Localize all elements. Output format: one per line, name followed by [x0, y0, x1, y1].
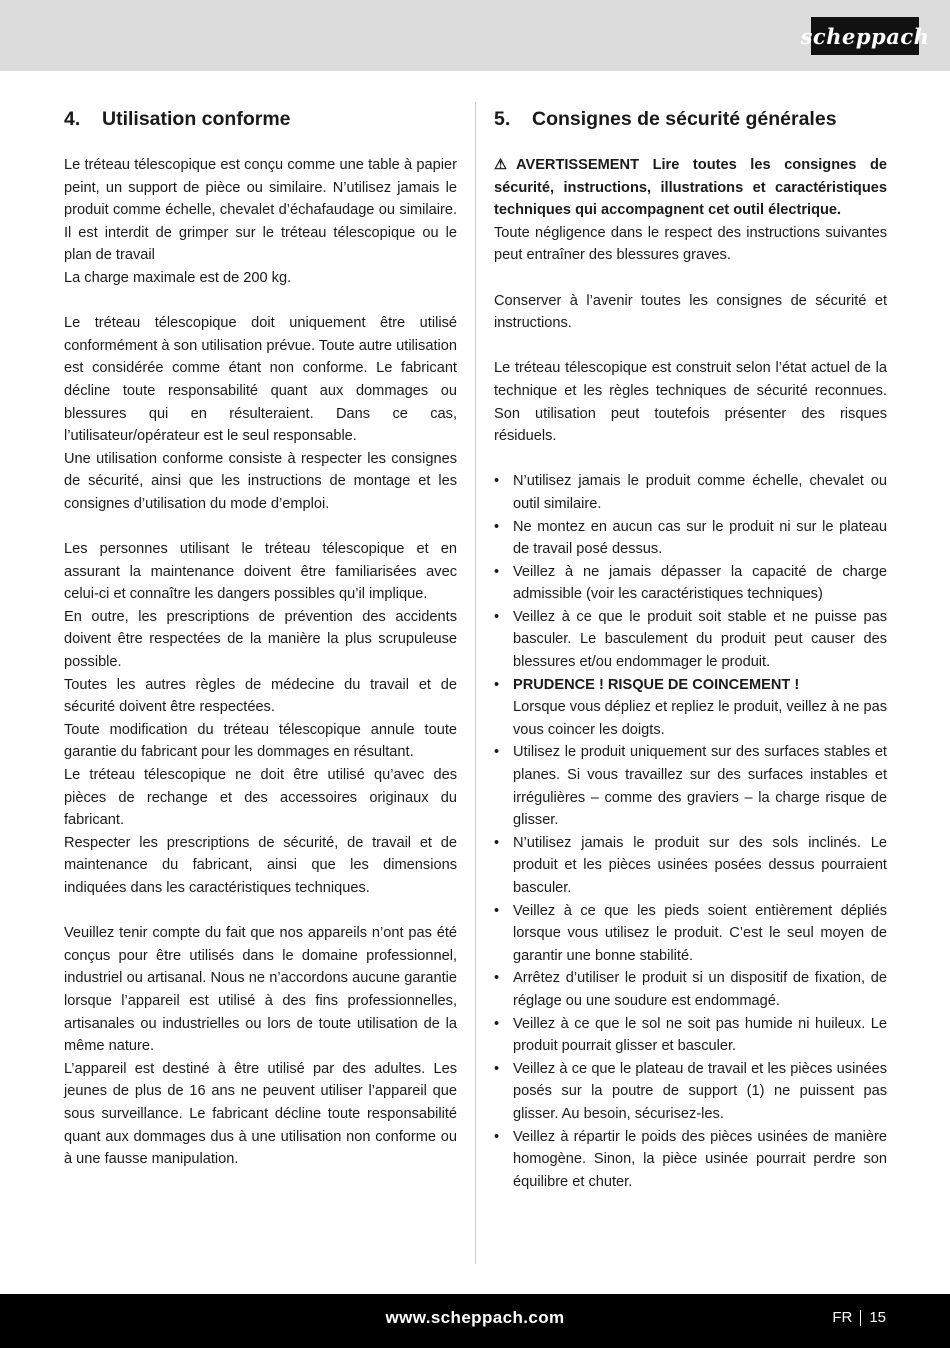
bullet-text: N’utilisez jamais le produit sur des sols inclinés. Le produit et les pièces usinées posées dessus pourraient basculer.	[513, 834, 887, 896]
paragraph-gap	[494, 267, 887, 290]
paragraph-gap	[494, 448, 887, 471]
section-title: Consignes de sécurité générales	[532, 108, 837, 130]
warning-text: Toute négligence dans le respect des instructions suivantes peut entraîner des blessures graves.	[494, 224, 887, 264]
bullet-text: N’utilisez jamais le produit comme échelle, chevalet ou outil similaire.	[513, 473, 887, 512]
page-indicator	[832, 1294, 886, 1342]
bullet-item	[494, 674, 887, 742]
section-heading	[64, 105, 457, 133]
bullet-text: Veillez à ne jamais dépasser la capacité de charge admissible (voir les caractéristiques techniques)	[513, 563, 887, 603]
bullet-text: Veillez à ce que les pieds soient entièrement dépliés lorsque vous utilisez le produit. C’est le seul moyen de garantir une bonne stabilité.	[513, 902, 887, 964]
paragraph-keep-instructions: Conserver à l’avenir toutes les consignes de sécurité et instructions.	[494, 292, 887, 332]
body-paragraph: Toute modification du tréteau télescopique annule toute garantie du fabricant pour les dommages en résultant.	[64, 721, 457, 761]
bullet-text: Veillez à ce que le produit soit stable et ne puisse pas basculer. Le basculement du produit peut causer des blessures et/ou endommager le produit.	[513, 608, 887, 671]
body-paragraph: En outre, les prescriptions de prévention des accidents doivent être respectées de la manière la plus scrupuleuse possible.	[64, 608, 457, 671]
paragraph-state-of-art: Le tréteau télescopique est construit selon l’état actuel de la technique et les règles techniques de sécurité reconnues. Son utilisation peut toutefois présenter des risques résiduels.	[494, 360, 887, 445]
bullet-item	[494, 967, 887, 1012]
bullet-text: Veillez à répartir le poids des pièces usinées de manière homogène. Sinon, la pièce usinée pourrait perdre son équilibre et chuter.	[513, 1128, 887, 1190]
body-paragraph: Une utilisation conforme consiste à respecter les consignes de sécurité, ainsi que les instructions de montage et les consignes d’utilisation du mode d’emploi.	[64, 450, 457, 512]
bullet-item	[494, 561, 887, 606]
bullet-text: Veillez à ce que le sol ne soit pas humide ni huileux. Le produit pourrait glisser et basculer.	[513, 1015, 887, 1055]
page-separator	[860, 1310, 861, 1326]
bullet-item	[494, 832, 887, 900]
body-paragraph: Toutes les autres règles de médecine du travail et de sécurité doivent être respectées.	[64, 676, 457, 716]
body-paragraph: Respecter les prescriptions de sécurité, de travail et de maintenance du fabricant, ainsi que les dimensions indiquées dans les caractéristiques techniques.	[64, 834, 457, 896]
paragraph-gap	[64, 900, 457, 923]
page-number: 15	[869, 1309, 886, 1326]
body-paragraph: Veuillez tenir compte du fait que nos appareils n’ont pas été conçus pour être utilisés dans le domaine professionnel, industriel ou artisanal. Nous ne n’accordons aucune garantie lorsque l’appareil est utilisé à des fins professionnelles, artisanales ou industrielles ou lors de toute utilisation de la même nature.	[64, 925, 457, 1055]
bullet-text: Veillez à ce que le plateau de travail et les pièces usinées posés sur la poutre de support (1) ne puissent pas glisser. Au besoin, sécurisez-les.	[513, 1060, 887, 1122]
section-utilisation-conforme	[64, 105, 457, 1171]
brand-logo: scheppach	[811, 17, 919, 55]
page-footer	[0, 1294, 950, 1348]
body-paragraph: Le tréteau télescopique doit uniquement être utilisé conformément à son utilisation prévue. Toute autre utilisation est considérée comme étant non conforme. Le fabricant décline toute responsabilité quant aux dommages ou blessures qui en résulteraient. Dans ce cas, l’utilisateur/opérateur est le seul responsable.	[64, 315, 457, 445]
body-paragraph: Le tréteau télescopique ne doit être utilisé qu’avec des pièces de rechange et des accessoires originaux du fabricant.	[64, 767, 457, 829]
body-paragraph: L’appareil est destiné à être utilisé par des adultes. Les jeunes de plus de 16 ans ne peuvent utiliser l’appareil que sous surveillance. Le fabricant décline toute responsabilité quant aux dommages dus à une utilisation non conforme ou à une fausse manipulation.	[64, 1060, 457, 1168]
body-paragraph: Le tréteau télescopique est conçu comme une table à papier peint, un support de pièce ou similaire. N’utilisez jamais le produit comme échelle, chevalet d’échafaudage ou similaire. Il est interdit de grimper sur le tréteau télescopique ou le plan de travail	[64, 157, 457, 264]
section-number: 4.	[64, 108, 81, 130]
section-consignes-securite	[494, 105, 887, 1193]
bullet-text: Ne montez en aucun cas sur le produit ni sur le plateau de travail posé dessus.	[513, 518, 887, 558]
bullet-item	[494, 741, 887, 831]
paragraph-gap	[494, 335, 887, 358]
section-heading	[494, 105, 887, 133]
paragraph-gap	[64, 516, 457, 539]
bullet-item	[494, 606, 887, 674]
warning-bold-text: AVERTISSEMENT Lire toutes les consignes de sécurité, instructions, illustrations et caractéristiques techniques qui accompagnent cet outil électrique.	[494, 157, 887, 219]
bullet-item	[494, 1058, 887, 1126]
bullet-text: Lorsque vous dépliez et repliez le produit, veillez à ne pas vous coincer les doigts.	[513, 699, 887, 738]
bullet-bold-text: PRUDENCE ! RISQUE DE COINCEMENT !	[513, 676, 800, 693]
bullet-item	[494, 1013, 887, 1058]
warning-paragraph	[494, 154, 887, 222]
bullet-item	[494, 1126, 887, 1194]
bullet-item	[494, 516, 887, 561]
language-code: FR	[832, 1309, 853, 1326]
bullet-item	[494, 900, 887, 968]
body-paragraph: Les personnes utilisant le tréteau télescopique et en assurant la maintenance doivent être familiarisées avec celui-ci et connaître les dangers possibles qu’il implique.	[64, 541, 457, 603]
section-body	[64, 154, 457, 1171]
safety-bullet-list	[494, 470, 887, 1193]
body-paragraph: La charge maximale est de 200 kg.	[64, 269, 292, 286]
section-title: Utilisation conforme	[102, 108, 291, 130]
bullet-text: Arrêtez d’utiliser le produit si un dispositif de fixation, de réglage ou une soudure est endommagé.	[513, 970, 887, 1009]
bullet-text: Utilisez le produit uniquement sur des surfaces stables et planes. Si vous travaillez sur des surfaces instables et irrégulières – comme des graviers – la charge risque de glisser.	[513, 744, 887, 829]
page-header	[0, 0, 950, 71]
column-divider	[475, 102, 476, 1264]
bullet-item	[494, 470, 887, 515]
section-number: 5.	[494, 108, 511, 130]
warning-triangle-icon: ⚠	[494, 157, 508, 173]
website-url: www.scheppach.com	[385, 1308, 565, 1327]
paragraph-gap	[64, 290, 457, 313]
